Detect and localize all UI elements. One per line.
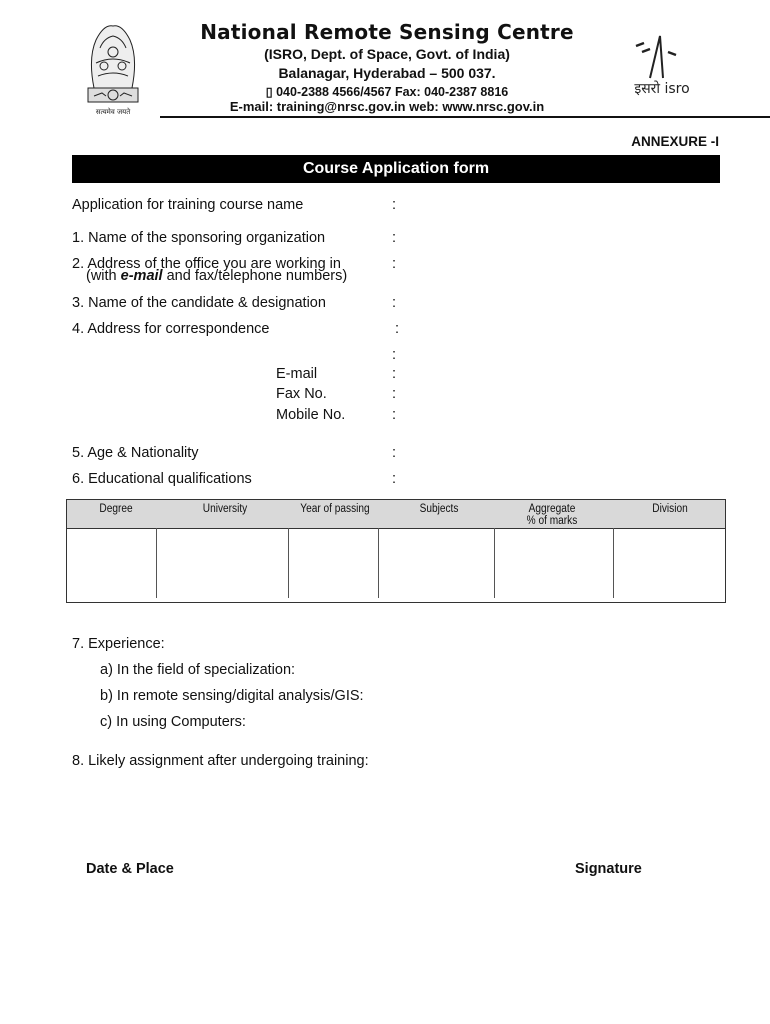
org-name: National Remote Sensing Centre bbox=[200, 20, 574, 44]
qualifications-table bbox=[66, 499, 726, 603]
colon: : bbox=[395, 321, 400, 337]
colon: : bbox=[392, 347, 397, 363]
education-label: 6. Educational qualifications bbox=[72, 471, 252, 487]
colon: : bbox=[392, 407, 397, 423]
column-divider bbox=[156, 528, 157, 598]
column-header-year: Year of passing bbox=[300, 503, 370, 515]
column-header-subjects: Subjects bbox=[419, 503, 459, 515]
column-divider bbox=[378, 528, 379, 598]
experience-remote-sensing: b) In remote sensing/digital analysis/GIS: bbox=[100, 688, 364, 704]
national-emblem-icon bbox=[74, 18, 152, 118]
colon: : bbox=[392, 471, 397, 487]
column-divider bbox=[288, 528, 289, 598]
signature-label: Signature bbox=[575, 861, 642, 877]
colon: : bbox=[392, 386, 397, 402]
fax-label: Fax No. bbox=[276, 386, 327, 402]
experience-heading: 7. Experience: bbox=[72, 636, 165, 652]
age-nationality-label: 5. Age & Nationality bbox=[72, 445, 199, 461]
annexure-label: ANNEXURE -I bbox=[631, 134, 719, 149]
colon: : bbox=[392, 256, 397, 272]
svg-text:इसरो isro: इसरो isro bbox=[634, 81, 690, 97]
office-address-note: (with e-mail and fax/telephone numbers) bbox=[86, 268, 348, 284]
column-header-aggregate: Aggregate % of marks bbox=[526, 503, 578, 527]
org-parent: (ISRO, Dept. of Space, Govt. of India) bbox=[264, 46, 510, 62]
column-divider bbox=[494, 528, 495, 598]
date-place-label: Date & Place bbox=[86, 861, 174, 877]
column-divider bbox=[613, 528, 614, 598]
mobile-label: Mobile No. bbox=[276, 407, 346, 423]
column-header-university: University bbox=[202, 503, 248, 515]
isro-logo-icon bbox=[612, 30, 712, 100]
org-address: Balanagar, Hyderabad – 500 037. bbox=[278, 65, 496, 81]
phone-fax-line: ▯ 040-2388 4566/4567 Fax: 040-2387 8816 bbox=[265, 85, 509, 99]
email-label: E-mail bbox=[276, 366, 318, 382]
course-name-label: Application for training course name bbox=[72, 197, 304, 213]
colon: : bbox=[392, 295, 397, 311]
column-header-division: Division bbox=[652, 503, 688, 515]
form-title: Course Application form bbox=[72, 155, 720, 183]
colon: : bbox=[392, 230, 397, 246]
svg-text:सत्यमेव जयते: सत्यमेव जयते bbox=[95, 108, 131, 116]
experience-specialization: a) In the field of specialization: bbox=[100, 662, 296, 678]
column-header-degree: Degree bbox=[99, 503, 133, 515]
colon: : bbox=[392, 445, 397, 461]
table-header bbox=[67, 500, 725, 529]
likely-assignment-label: 8. Likely assignment after undergoing training: bbox=[72, 753, 369, 769]
colon: : bbox=[392, 197, 397, 213]
office-address-label: 2. Address of the office you are working in bbox=[72, 256, 341, 272]
candidate-designation-label: 3. Name of the candidate & designation bbox=[72, 295, 326, 311]
correspondence-address-label: 4. Address for correspondence bbox=[72, 321, 270, 337]
sponsoring-org-label: 1. Name of the sponsoring organization bbox=[72, 230, 326, 246]
colon: : bbox=[392, 366, 397, 382]
email-web-line: E-mail: training@nrsc.gov.in web: www.nrsc.gov.in bbox=[229, 99, 545, 114]
experience-computers: c) In using Computers: bbox=[100, 714, 246, 730]
header-divider bbox=[160, 116, 770, 118]
